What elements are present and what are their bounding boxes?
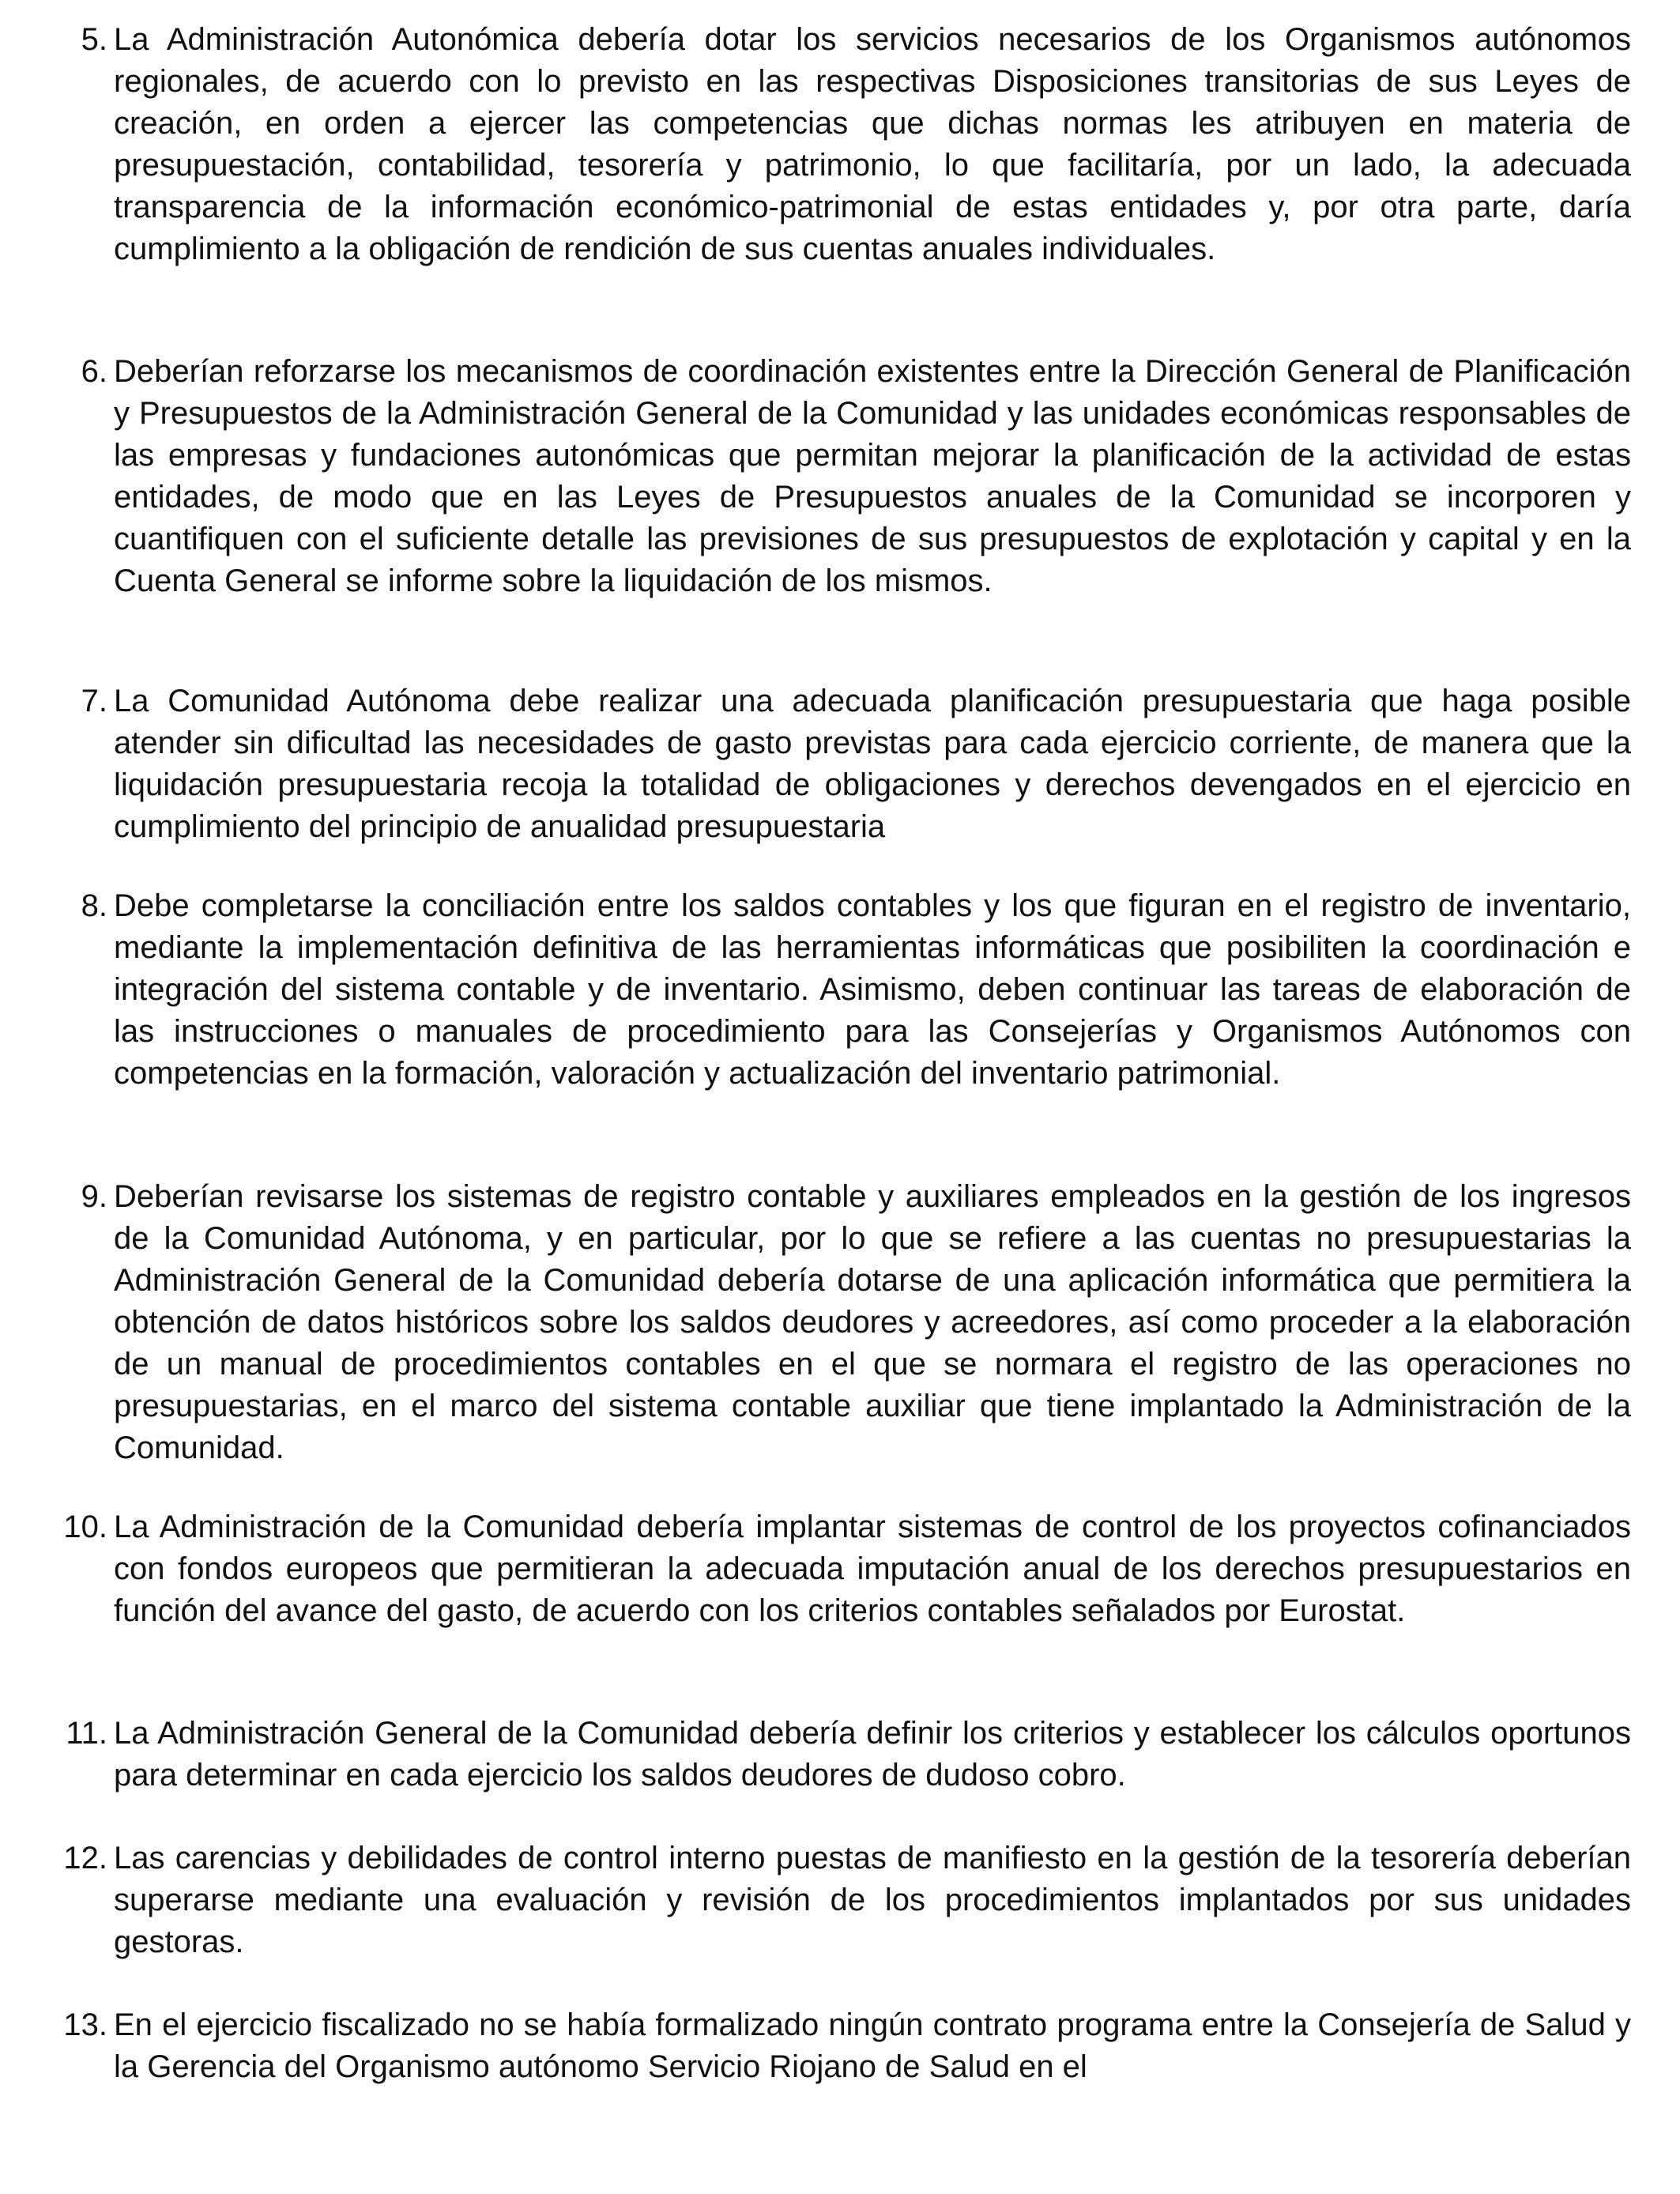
item-text: Las carencias y debilidades de control interno puestas de manifiesto en la gestión de la tesorería deberían superarse mediante una evaluación y revisión de los procedimientos implantados por sus unidades gestoras. [114,1841,1631,1959]
item-number: 7. [81,684,107,718]
item-text: La Administración General de la Comunidad debería definir los criterios y establecer los cálculos oportunos para determinar en cada ejercicio los saldos deudores de dudoso cobro. [114,1716,1631,1793]
item-text: La Administración Autonómica debería dotar los servicios necesarios de los Organismos autónomos regionales, de acuerdo con lo previsto en las respectivas Disposiciones transitorias de sus Leyes de creación, en orden a ejercer las competencias que dichas normas les atribuyen en materia de presupuestación, contabilidad, tesorería y patrimonio, lo que facilitaría, por un lado, la adecuada transparencia de la información económico-patrimonial de estas entidades y, por otra parte, daría cumplimiento a la obligación de rendición de sus cuentas anuales individuales. [114,22,1631,266]
item-text: La Comunidad Autónoma debe realizar una adecuada planificación presupuestaria que haga posible atender sin dificultad las necesidades de gasto previstas para cada ejercicio corriente, de manera que la liquidación presupuestaria recoja la totalidad de obligaciones y derechos devengados en el ejercicio en cumplimiento del principio de anualidad presupuestaria [114,684,1631,844]
item-text: Deberían revisarse los sistemas de registro contable y auxiliares empleados en la gestión de los ingresos de la Comunidad Autónoma, y en particular, por lo que se refiere a las cuentas no presupuestarias la Administración General de la Comunidad debería dotarse de una aplicación informática que permitiera la obtención de datos históricos sobre los saldos deudores y acreedores, así como proceder a la elaboración de un manual de procedimientos contables en el que se normara el registro de las operaciones no presupuestarias, en el marco del sistema contable auxiliar que tiene implantado la Administración de la Comunidad. [114,1179,1631,1465]
item-number: 11. [66,1716,107,1751]
item-text: La Administración de la Comunidad debería implantar sistemas de control de los proyectos cofinanciados con fondos europeos que permitieran la adecuada imputación anual de los derechos presupuestarios en función del avance del gasto, de acuerdo con los criterios contables señalados por Eurostat. [114,1510,1631,1628]
item-text: Deberían reforzarse los mecanismos de coordinación existentes entre la Dirección General de Planificación y Presupuestos de la Administración General de la Comunidad y las unidades económicas responsables de las empresas y fundaciones autonómicas que permitan mejorar la planificación de la actividad de estas entidades, de modo que en las Leyes de Presupuestos anuales de la Comunidad se incorporen y cuantifiquen con el suficiente detalle las previsiones de sus presupuestos de explotación y capital y en la Cuenta General se informe sobre la liquidación de los mismos. [114,354,1631,598]
item-number: 13. [63,2007,107,2042]
item-text: Debe completarse la conciliación entre los saldos contables y los que figuran en el registro de inventario, mediante la implementación definitiva de las herramientas informáticas que posibiliten la coordinación e integración del sistema contable y de inventario. Asimismo, deben continuar las tareas de elaboración de las instrucciones o manuales de procedimiento para las Consejerías y Organismos Autónomos con competencias en la formación, valoración y actualización del inventario patrimonial. [114,888,1631,1091]
item-text: En el ejercicio fiscalizado no se había formalizado ningún contrato programa entre la Consejería de Salud y la Gerencia del Organismo autónomo Servicio Riojano de Salud en el [114,2007,1631,2084]
item-number: 6. [81,354,107,389]
item-number: 5. [81,22,107,57]
item-number: 12. [63,1841,107,1875]
item-number: 9. [81,1179,107,1214]
item-number: 8. [81,888,107,923]
item-number: 10. [63,1510,107,1544]
